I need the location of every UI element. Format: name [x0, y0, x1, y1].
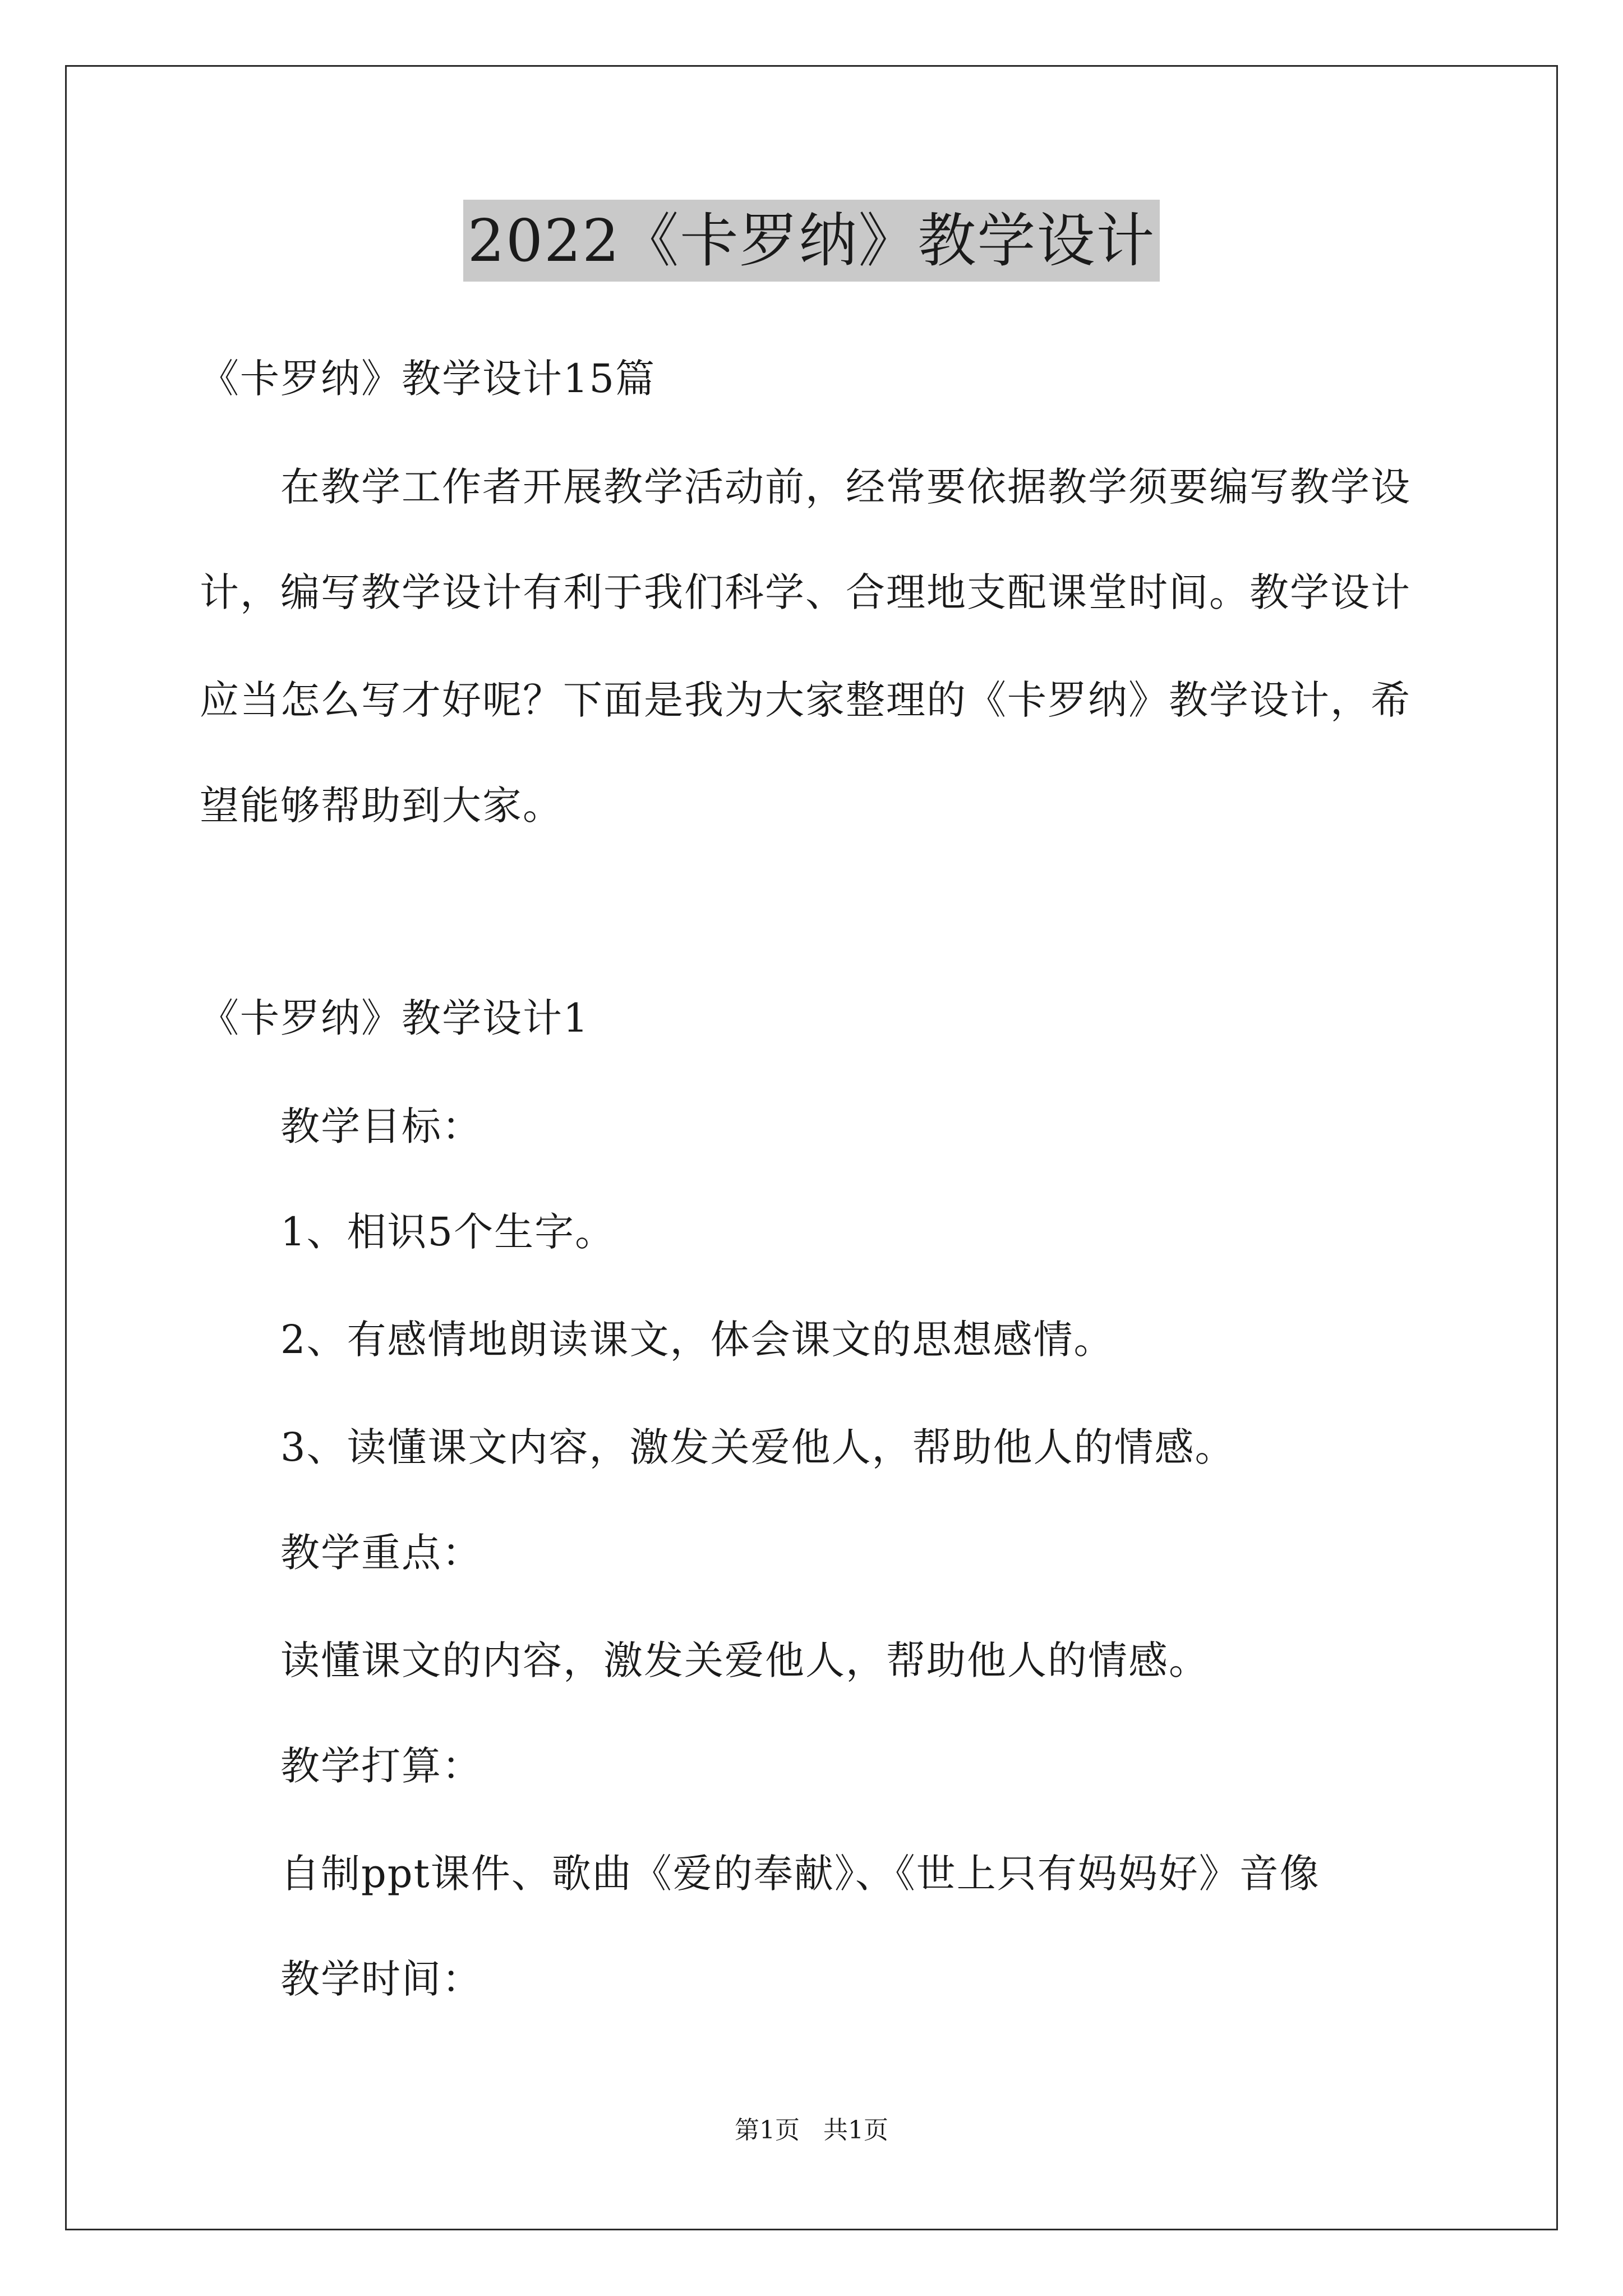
section-heading: 《卡罗纳》教学设计1: [200, 995, 589, 1041]
item-objective-3: 3、读懂课文内容，激发关爱他人，帮助他人的情感。: [280, 1424, 1235, 1470]
item-keypoint-heading: 教学重点：: [280, 1530, 482, 1576]
title-container: [0, 200, 1623, 282]
item-time-heading: 教学时间：: [280, 1956, 482, 2002]
item-objective-1: 1、相识5个生字。: [280, 1209, 616, 1255]
intro-line-1: 在教学工作者开展教学活动前，经常要依据教学须要编写教学设: [280, 464, 1411, 510]
item-preparation-heading: 教学打算：: [280, 1743, 482, 1789]
page-footer: 第1页 共1页: [735, 2116, 888, 2145]
intro-line-3: 应当怎么写才好呢？下面是我为大家整理的《卡罗纳》教学设计，希: [200, 677, 1411, 723]
item-objective-2: 2、有感情地朗读课文，体会课文的思想感情。: [280, 1317, 1114, 1363]
item-preparation-text: 自制ppt课件、歌曲《爱的奉献》、《世上只有妈妈好》音像: [280, 1851, 1320, 1897]
document-subtitle: 《卡罗纳》教学设计15篇: [200, 356, 656, 402]
document-title: 2022《卡罗纳》教学设计: [463, 200, 1160, 282]
item-keypoint-text: 读懂课文的内容，激发关爱他人，帮助他人的情感。: [280, 1637, 1209, 1683]
intro-line-4: 望能够帮助到大家。: [200, 783, 563, 829]
item-objectives-heading: 教学目标：: [280, 1103, 482, 1149]
intro-line-2: 计，编写教学设计有利于我们科学、合理地支配课堂时间。教学设计: [200, 569, 1411, 615]
